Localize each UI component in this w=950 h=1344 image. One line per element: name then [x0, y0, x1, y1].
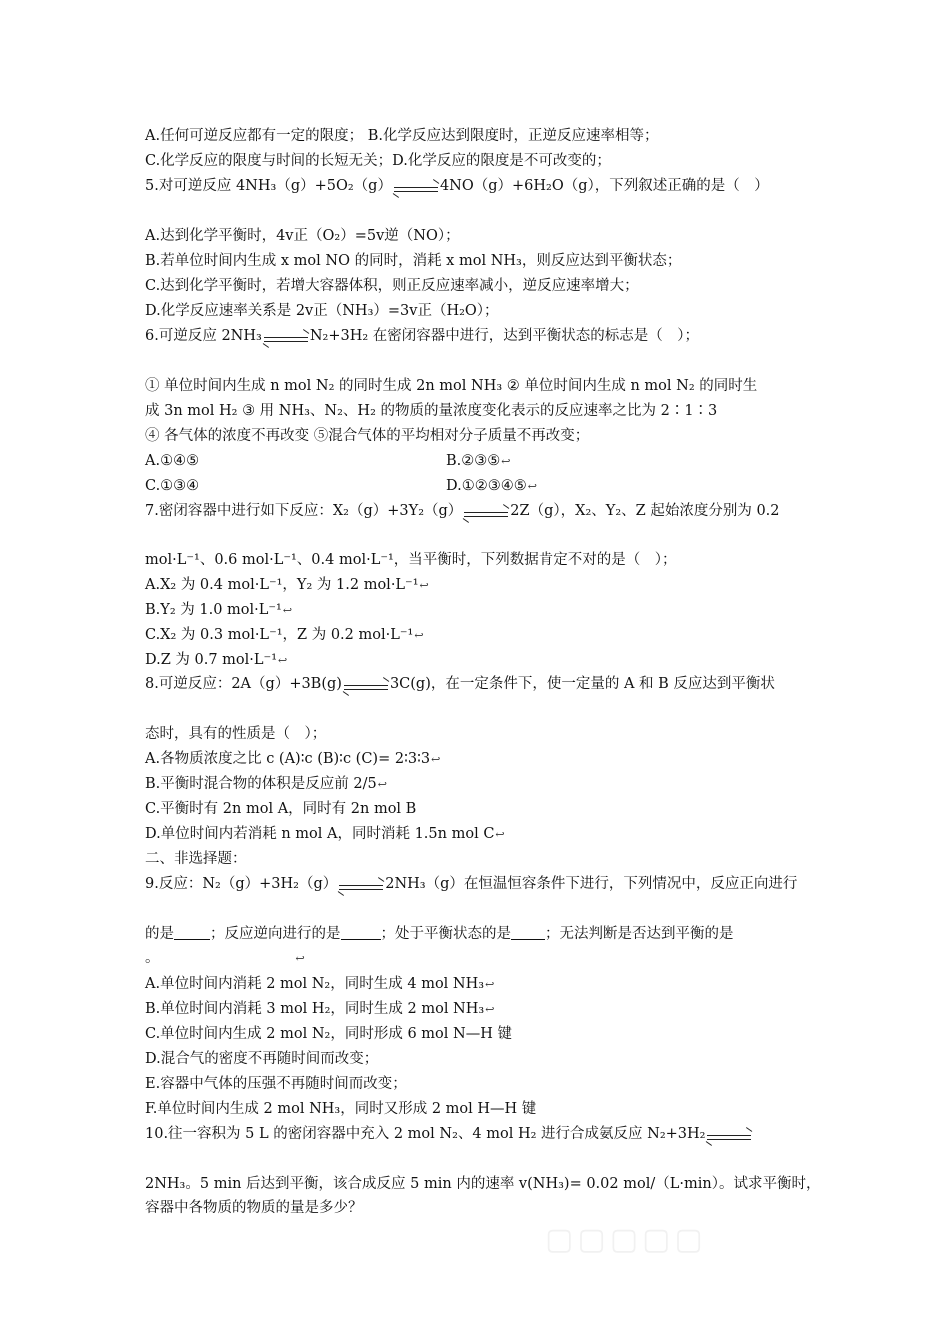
q9-option-e — [145, 1074, 825, 1094]
q7-option-b — [145, 600, 825, 621]
edit-mark-icon: ↩ — [485, 1003, 495, 1016]
text-line: 8.可逆反应：2A（g）+3B(g) — [145, 676, 342, 692]
q9-blanks — [145, 924, 825, 944]
q6-conditions-2 — [145, 401, 825, 421]
q9-option-c — [145, 1024, 825, 1044]
text-line: C.化学反应的限度与时间的长短无关；D.化学反应的限度是不可改变的； — [145, 153, 611, 169]
q8-option-d — [145, 824, 825, 845]
text-line: D.单位时间内若消耗 n mol A，同时消耗 1.5n mol C — [145, 826, 495, 842]
text-line: 3C(g)，在一定条件下，使一定量的 A 和 B 反应达到平衡状 — [389, 676, 775, 692]
edit-mark-icon: ↩ — [377, 778, 387, 791]
q10-stem-3 — [145, 1198, 825, 1218]
q5-option-b — [145, 251, 825, 271]
edit-mark-icon: ↩ — [431, 753, 441, 766]
text-line: ；处于平衡状态的是 — [380, 926, 511, 942]
text-line: C.①③④ — [145, 478, 200, 494]
q7-stem — [145, 501, 825, 521]
q5-option-d — [145, 301, 825, 321]
q6-options-cd — [145, 476, 825, 496]
text-line: D.混合气的密度不再随时间而改变； — [145, 1051, 379, 1067]
q10-stem-2 — [145, 1174, 825, 1194]
q10-stem — [145, 1124, 825, 1144]
reversible-arrow-icon — [464, 504, 508, 520]
q4-options-ab — [145, 126, 825, 146]
text-line: 2NH₃。5 min 后达到平衡，该合成反应 5 min 内的速率 v(NH₃)= 0.02 mol/（L·min）。试求平衡时， — [145, 1176, 821, 1192]
reversible-arrow-icon — [264, 329, 308, 345]
text-line: 成 3n mol H₂ ③ 用 NH₃、N₂、H₂ 的物质的量浓度变化表示的反应速率之比为 2∶1∶3 — [145, 403, 718, 419]
answer-blank-1[interactable] — [174, 925, 210, 940]
text-line: 5.对可逆反应 4NH₃（g）+5O₂（g） — [145, 178, 392, 194]
q7-stem-2 — [145, 550, 825, 570]
q8-option-c — [145, 799, 825, 819]
edit-mark-icon: ↩ — [295, 952, 305, 965]
text-line: mol·L⁻¹、0.6 mol·L⁻¹、0.4 mol·L⁻¹，当平衡时，下列数据肯定不对的是（ ）； — [145, 552, 677, 568]
text-line: ④ 各气体的浓度不再改变 ⑤混合气体的平均相对分子质量不再改变； — [145, 428, 590, 444]
q6-conditions-3 — [145, 426, 825, 446]
text-line: C.平衡时有 2n mol A，同时有 2n mol B — [145, 801, 417, 817]
text-line: 2Z（g），X₂、Y₂、Z 起始浓度分别为 0.2 — [510, 503, 780, 519]
option-d: D.①②③④⑤↩ — [446, 476, 537, 497]
q8-option-b — [145, 774, 825, 795]
reversible-arrow-icon — [344, 677, 388, 693]
text-line: N₂+3H₂ 在密闭容器中进行，达到平衡状态的标志是（ ）； — [309, 328, 700, 344]
text-line: A.单位时间内消耗 2 mol N₂，同时生成 4 mol NH₃ — [145, 976, 485, 992]
q9-option-d — [145, 1049, 825, 1069]
text-line: ① 单位时间内生成 n mol N₂ 的同时生成 2n mol NH₃ ② 单位时间内生成 n mol N₂ 的同时生 — [145, 378, 758, 394]
text-line: 态时，具有的性质是（ ）； — [145, 726, 327, 742]
text-line: B.Y₂ 为 1.0 mol·L⁻¹ — [145, 602, 282, 618]
text-line: D.化学反应速率关系是 2v正（NH₃）=3v正（H₂O）； — [145, 303, 499, 319]
text-line: B.若单位时间内生成 x mol NO 的同时，消耗 x mol NH₃，则反应达到平衡状态； — [145, 253, 682, 269]
q5-option-a — [145, 226, 825, 246]
edit-mark-icon: ↩ — [282, 604, 293, 617]
text-line: 2NH₃（g）在恒温恒容条件下进行，下列情况中，反应正向进行 — [385, 876, 798, 892]
text-line: F.单位时间内生成 2 mol NH₃，同时又形成 2 mol H—H 键 — [145, 1101, 537, 1117]
q8-option-a — [145, 749, 825, 770]
text-line: 容器中各物质的物质的量是多少？ — [145, 1200, 363, 1216]
edit-mark-icon: ↩ — [495, 828, 505, 841]
edit-mark-icon: ↩ — [419, 579, 429, 592]
edit-mark-icon: ↩ — [278, 654, 288, 667]
text-line: E.容器中气体的压强不再随时间而改变； — [145, 1076, 407, 1092]
reversible-arrow-icon — [339, 877, 383, 893]
option-b: B.②③⑤↩ — [446, 451, 510, 472]
text-line: 二、非选择题： — [145, 851, 247, 867]
text-line: 4NO（g）+6H₂O（g），下列叙述正确的是（ ） — [439, 178, 769, 194]
text-line: 10.往一容积为 5 L 的密闭容器中充入 2 mol N₂、4 mol H₂ 进行合成氨反应 N₂+3H₂ — [145, 1126, 706, 1142]
text-line: 的是 — [145, 926, 174, 942]
text-line: C.单位时间内生成 2 mol N₂，同时形成 6 mol N—H 键 — [145, 1026, 512, 1042]
q9-option-a — [145, 974, 825, 995]
text-line: 9.反应：N₂（g）+3H₂（g） — [145, 876, 338, 892]
text-line: 。 — [145, 950, 160, 966]
watermark-logo: ▢▢▢▢▢ — [545, 1222, 707, 1257]
q7-option-a — [145, 575, 825, 596]
q8-stem-2 — [145, 724, 825, 744]
reversible-arrow-icon — [394, 179, 438, 195]
q5-option-c — [145, 276, 825, 296]
q9-option-b — [145, 999, 825, 1020]
q6-stem — [145, 326, 825, 346]
text-line: B.单位时间内消耗 3 mol H₂，同时生成 2 mol NH₃ — [145, 1001, 485, 1017]
text-line: C.X₂ 为 0.3 mol·L⁻¹，Z 为 0.2 mol·L⁻¹ — [145, 627, 414, 643]
q4-options-cd — [145, 151, 825, 171]
text-line: ；反应逆向进行的是 — [210, 926, 341, 942]
text-line: A.①④⑤ — [145, 453, 200, 469]
text-line: B.平衡时混合物的体积是反应前 2/5 — [145, 776, 377, 792]
section-heading — [145, 849, 825, 869]
q5-stem — [145, 176, 825, 196]
text-line: A.达到化学平衡时，4v正（O₂）=5v逆（NO）； — [145, 228, 460, 244]
text-line: C.达到化学平衡时，若增大容器体积，则正反应速率减小，逆反应速率增大； — [145, 278, 639, 294]
text-line: A.X₂ 为 0.4 mol·L⁻¹，Y₂ 为 1.2 mol·L⁻¹ — [145, 577, 419, 593]
q6-conditions-1 — [145, 376, 825, 396]
q8-stem — [145, 674, 825, 694]
edit-mark-icon: ↩ — [485, 978, 495, 991]
text-line: ；无法判断是否达到平衡的是 — [545, 926, 734, 942]
q7-option-c — [145, 625, 825, 646]
reversible-arrow-icon — [707, 1127, 751, 1143]
q9-stem — [145, 874, 825, 894]
text-line: A.各物质浓度之比 c (A)∶c (B)∶c (C)= 2∶3∶3 — [145, 751, 431, 767]
q6-options-ab — [145, 451, 825, 471]
edit-mark-icon: ↩ — [527, 480, 537, 493]
edit-mark-icon: ↩ — [501, 455, 511, 468]
answer-blank-3[interactable] — [511, 925, 545, 940]
edit-mark-icon: ↩ — [414, 629, 424, 642]
q9-option-f — [145, 1099, 825, 1119]
q7-option-d — [145, 650, 825, 671]
q9-blank-4 — [145, 948, 825, 969]
text-line: A.任何可逆反应都有一定的限度； B.化学反应达到限度时，正逆反应速率相等； — [145, 128, 659, 144]
text-line: 7.密闭容器中进行如下反应：X₂（g）+3Y₂（g） — [145, 503, 463, 519]
text-line: 6.可逆反应 2NH₃ — [145, 328, 262, 344]
text-line: D.Z 为 0.7 mol·L⁻¹ — [145, 652, 278, 668]
answer-blank-2[interactable] — [341, 925, 381, 940]
